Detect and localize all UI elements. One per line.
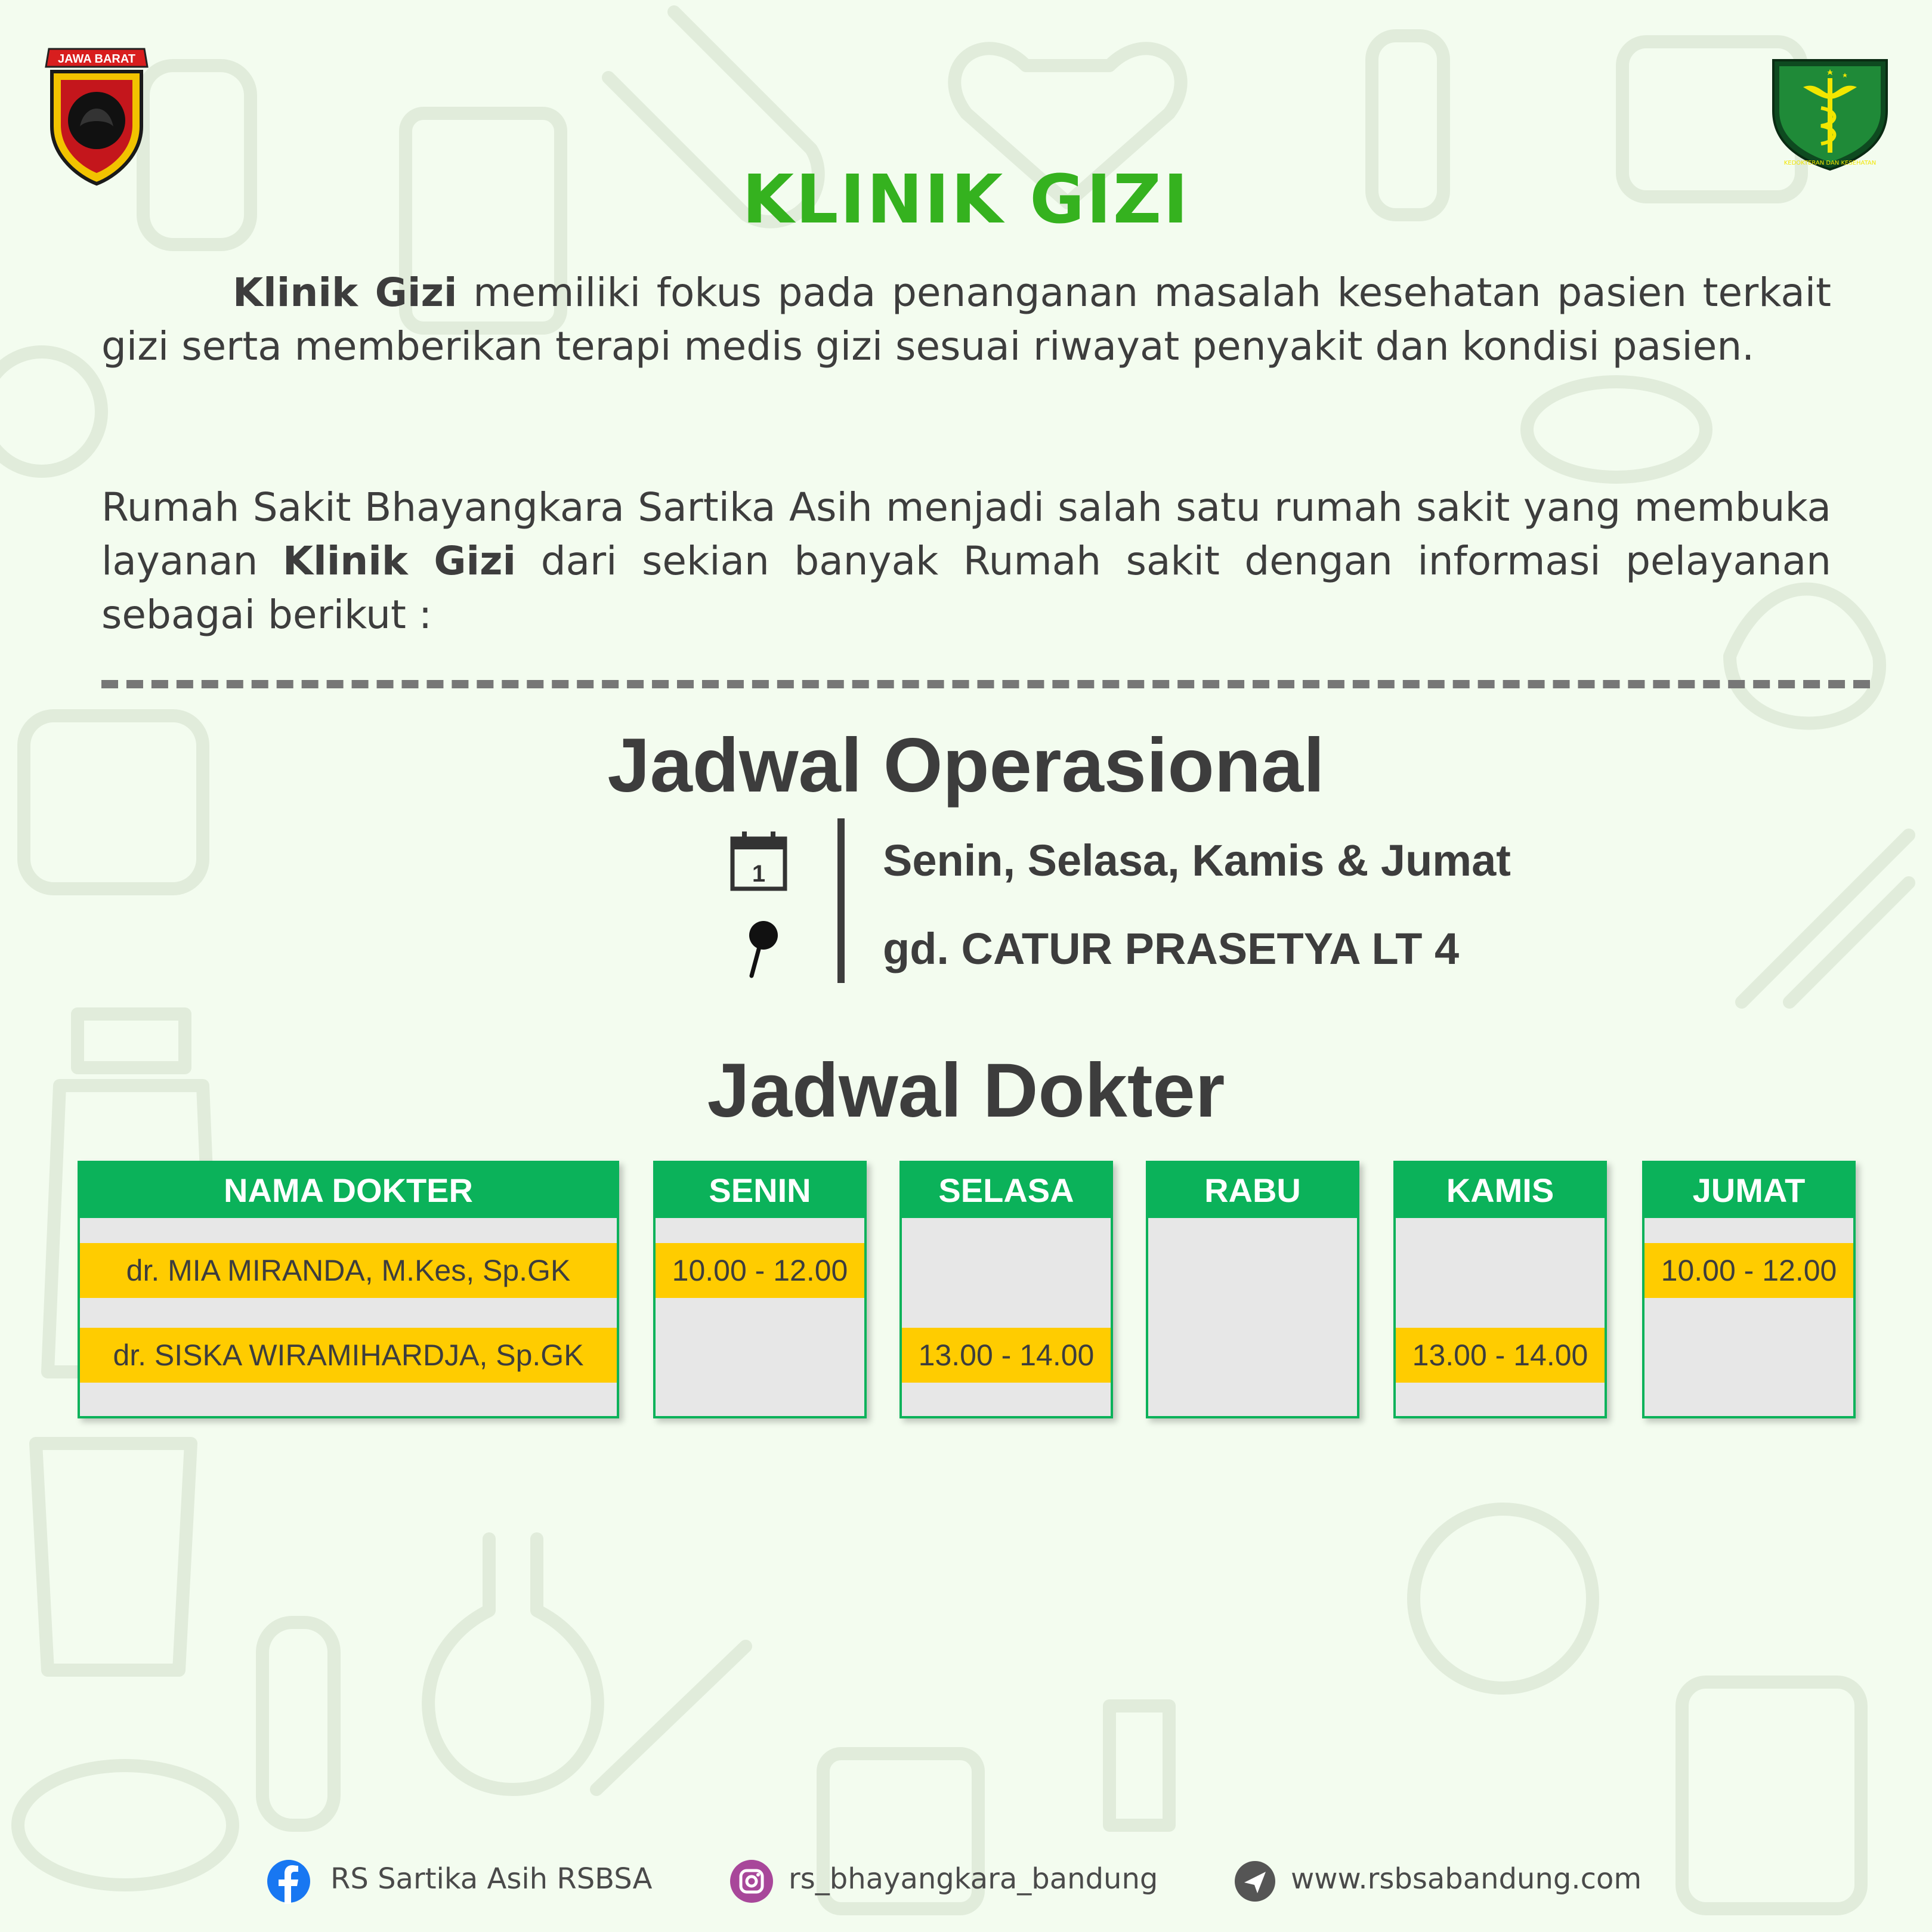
schedule-cell-selasa-2: 13.00 - 14.00 xyxy=(902,1328,1111,1383)
column-senin xyxy=(653,1161,867,1418)
logo-left-text: JAWA BARAT xyxy=(58,52,135,66)
intro-paragraph-2 xyxy=(101,481,1831,642)
intro-p1-text: memiliki fokus pada penanganan masalah kesehatan pasien terkait gizi serta memberikan terapi medis gizi sesuai riwayat penyakit dan kondisi pasien. xyxy=(101,270,1832,369)
calendar-day: 1 xyxy=(752,861,766,887)
facebook-icon xyxy=(266,1859,311,1904)
intro-paragraph-1 xyxy=(101,266,1831,373)
footer-facebook-label: RS Sartika Asih RSBSA xyxy=(330,1862,653,1896)
column-selasa xyxy=(899,1161,1113,1418)
page-title: KLINIK GIZI xyxy=(742,161,1190,239)
doctor-name-2: dr. SISKA WIRAMIHARDJA, Sp.GK xyxy=(80,1328,617,1383)
column-doctor-name xyxy=(78,1161,619,1418)
logo-right-text: KEDOKTERAN DAN KESEHATAN xyxy=(1783,160,1877,166)
intro-p2-bold: Klinik Gizi xyxy=(282,538,517,584)
instagram-icon xyxy=(729,1859,774,1904)
operational-title: Jadwal Operasional xyxy=(607,723,1325,808)
calendar-icon xyxy=(729,830,789,892)
schedule-cell-jumat-1: 10.00 - 12.00 xyxy=(1644,1243,1853,1298)
operational-location: gd. CATUR PRASETYA LT 4 xyxy=(883,924,1460,973)
column-header-jumat: JUMAT xyxy=(1644,1163,1853,1218)
pin-icon xyxy=(738,919,780,978)
column-header-senin: SENIN xyxy=(656,1163,864,1218)
column-rabu xyxy=(1146,1161,1359,1418)
operational-days: Senin, Selasa, Kamis & Jumat xyxy=(883,836,1511,885)
column-jumat xyxy=(1642,1161,1856,1418)
footer-instagram-label: rs_bhayangkara_bandung xyxy=(789,1862,1158,1896)
schedule-cell-senin-1: 10.00 - 12.00 xyxy=(656,1243,864,1298)
intro-p2-start: Rumah Sakit Bhayangkara Sartika Asih menjadi salah satu rumah sakit yang membuka layanan xyxy=(101,484,1831,584)
doctor-name-1: dr. MIA MIRANDA, M.Kes, Sp.GK xyxy=(80,1243,617,1298)
column-header-name: NAMA DOKTER xyxy=(80,1163,617,1218)
operational-divider-bar xyxy=(837,818,845,983)
medical-caduceus-logo xyxy=(1770,51,1890,171)
column-header-selasa: SELASA xyxy=(902,1163,1111,1218)
column-header-rabu: RABU xyxy=(1148,1163,1357,1218)
column-kamis xyxy=(1393,1161,1607,1418)
intro-p2-end: dari sekian banyak Rumah sakit dengan informasi pelayanan sebagai berikut : xyxy=(101,538,1832,638)
footer-website-label: www.rsbsabandung.com xyxy=(1291,1862,1642,1896)
doctor-schedule-title: Jadwal Dokter xyxy=(707,1048,1225,1133)
column-header-kamis: KAMIS xyxy=(1396,1163,1605,1218)
send-icon xyxy=(1232,1859,1278,1904)
intro-p1-bold: Klinik Gizi xyxy=(233,270,458,316)
section-divider xyxy=(101,680,1870,688)
schedule-cell-kamis-2: 13.00 - 14.00 xyxy=(1396,1328,1605,1383)
